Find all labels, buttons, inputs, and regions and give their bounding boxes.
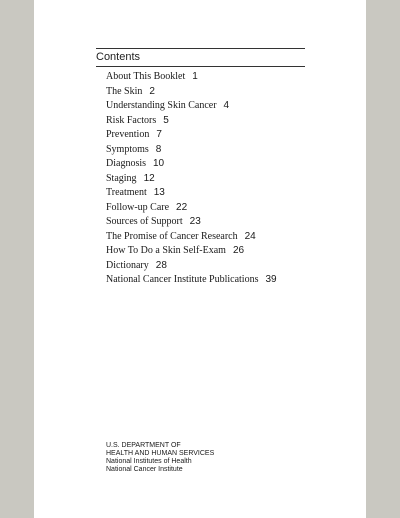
toc-entry-title: Follow-up Care — [106, 201, 170, 213]
toc-entry-title: Symptoms — [106, 143, 149, 155]
toc-entry-title: Diagnosis — [106, 158, 146, 169]
toc-entry[interactable] — [106, 215, 277, 230]
toc-entry[interactable] — [106, 99, 277, 114]
toc-entry-title: National Cancer Institute Publications — [106, 274, 259, 285]
toc-entry[interactable] — [106, 157, 277, 172]
toc-entry[interactable] — [106, 143, 277, 158]
toc-entry-page: 23 — [189, 216, 201, 227]
toc-entry[interactable] — [106, 273, 277, 288]
toc-entry[interactable] — [106, 230, 277, 245]
toc-entry[interactable] — [106, 259, 277, 274]
toc-entry[interactable] — [106, 114, 277, 129]
toc-entry-title: Sources of Support — [106, 216, 183, 227]
toc-entry-page: 5 — [163, 114, 169, 126]
toc-entry[interactable] — [106, 186, 277, 201]
toc-entry-title: The Promise of Cancer Research — [106, 230, 238, 242]
contents-heading: Contents — [96, 48, 305, 67]
toc-entry[interactable] — [106, 128, 277, 143]
toc-entry-page: 2 — [149, 85, 155, 97]
toc-entry-title: Dictionary — [106, 259, 149, 271]
toc-entry-title: How To Do a Skin Self-Exam — [106, 245, 226, 256]
toc-entry[interactable] — [106, 201, 277, 216]
table-of-contents — [106, 70, 277, 288]
toc-entry-page: 1 — [192, 71, 198, 82]
document-page — [34, 0, 366, 518]
toc-entry-page: 13 — [153, 187, 165, 198]
toc-entry[interactable] — [106, 85, 277, 100]
publisher-line: National Cancer Institute — [106, 466, 183, 473]
toc-entry-page: 26 — [232, 245, 245, 256]
toc-entry[interactable] — [106, 244, 277, 259]
publisher-line: HEALTH AND HUMAN SERVICES — [106, 450, 215, 457]
toc-entry-page: 7 — [156, 129, 162, 140]
publisher-block — [106, 442, 214, 474]
toc-entry-page: 10 — [153, 158, 165, 169]
toc-entry-title: Staging — [106, 172, 137, 184]
toc-entry-page: 24 — [244, 230, 256, 242]
publisher-line: U.S. DEPARTMENT OF — [106, 442, 181, 449]
publisher-line: National Institutes of Health — [106, 458, 192, 465]
toc-entry-title: The Skin — [106, 85, 143, 97]
toc-entry-title: Risk Factors — [106, 114, 157, 126]
toc-entry-title: Understanding Skin Cancer — [106, 100, 217, 111]
toc-entry-page: 39 — [265, 274, 277, 285]
toc-entry-page: 22 — [176, 201, 188, 213]
toc-entry-page: 12 — [143, 172, 155, 184]
toc-entry-page: 4 — [223, 100, 230, 111]
toc-entry-title: Treatment — [106, 187, 147, 198]
toc-entry-page: 8 — [155, 143, 162, 155]
toc-entry[interactable] — [106, 70, 277, 85]
toc-entry[interactable] — [106, 172, 277, 187]
toc-entry-title: Prevention — [106, 129, 150, 140]
toc-entry-title: About This Booklet — [106, 71, 186, 82]
toc-entry-page: 28 — [155, 259, 167, 271]
